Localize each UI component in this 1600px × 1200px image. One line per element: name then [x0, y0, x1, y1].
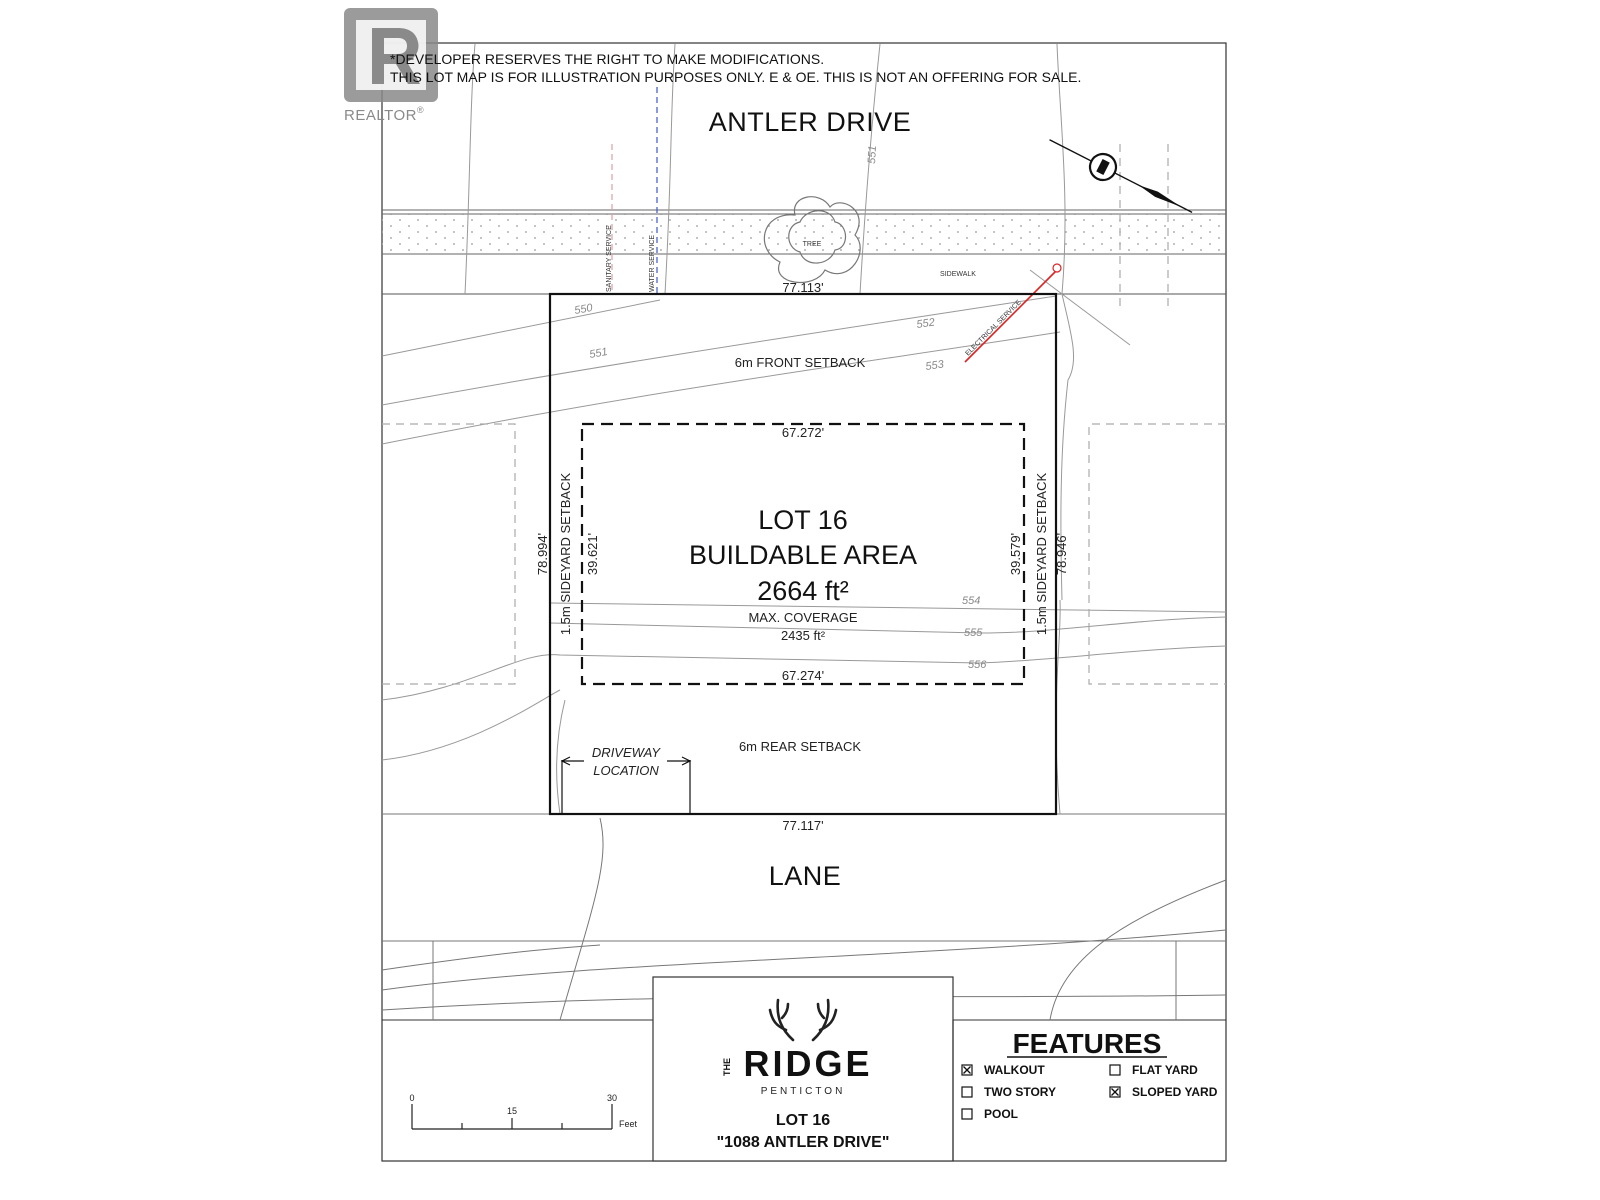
- brand-the: THE: [722, 1058, 732, 1076]
- feature-label: FLAT YARD: [1132, 1063, 1198, 1077]
- brand-city: PENTICTON: [760, 1086, 846, 1097]
- unchecked-box-icon: [1110, 1065, 1120, 1075]
- features-list: [962, 1063, 1218, 1121]
- buildable-right-depth: 39.579': [1008, 532, 1023, 576]
- left-sideyard-setback-label: 1.5m SIDEYARD SETBACK: [558, 472, 573, 636]
- brand-name: RIDGE: [743, 1043, 873, 1084]
- street-label-top: ANTLER DRIVE: [708, 107, 912, 137]
- contour-label: 551: [866, 145, 879, 165]
- contour-label: 550: [573, 301, 594, 317]
- tree-label: TREE: [802, 241, 822, 248]
- buildable-top-width: 67.272': [781, 425, 825, 440]
- contour-label: 552: [915, 316, 936, 331]
- disclaimer-line-2: THIS LOT MAP IS FOR ILLUSTRATION PURPOSES ONLY. E & OE. THIS IS NOT AN OFFERING FOR SALE.: [390, 69, 1082, 85]
- feature-item: [962, 1107, 1018, 1121]
- disclaimer-line-1: *DEVELOPER RESERVES THE RIGHT TO MAKE MODIFICATIONS.: [390, 51, 825, 67]
- electrical-service-line: [965, 270, 1057, 362]
- feature-label: TWO STORY: [984, 1085, 1056, 1099]
- features-title: FEATURES: [1012, 1028, 1162, 1059]
- buildable-left-depth: 39.621': [585, 532, 600, 576]
- lot-left-depth: 78.994': [535, 532, 550, 576]
- feature-label: SLOPED YARD: [1132, 1085, 1218, 1099]
- right-sideyard-setback-label: 1.5m SIDEYARD SETBACK: [1034, 472, 1049, 636]
- unchecked-box-icon: [962, 1087, 972, 1097]
- rear-setback-label: 6m REAR SETBACK: [738, 739, 862, 754]
- street-label-bottom: LANE: [768, 861, 842, 891]
- scale-label-mid: 15: [506, 1106, 518, 1116]
- scale-unit: Feet: [619, 1119, 638, 1129]
- electrical-pole: [1053, 264, 1061, 272]
- feature-item: [1110, 1063, 1198, 1077]
- feature-item: [962, 1085, 1056, 1099]
- contour-label: 555: [964, 627, 983, 639]
- water-service-label: WATER SERVICE: [649, 234, 656, 292]
- buildable-area-value: 2664 ft²: [757, 576, 849, 606]
- lot-front-width: 77.113': [782, 280, 824, 295]
- lot-number-title: LOT 16: [758, 505, 848, 535]
- front-setback-label: 6m FRONT SETBACK: [734, 355, 866, 370]
- contour-label: 556: [968, 659, 987, 671]
- unchecked-box-icon: [962, 1109, 972, 1119]
- electrical-service-label: ELECTRICAL SERVICE: [964, 299, 1023, 358]
- realtor-watermark-text: REALTOR®: [344, 105, 425, 124]
- max-coverage-label: MAX. COVERAGE: [748, 610, 858, 625]
- lot-right-depth: 78.946': [1054, 532, 1069, 576]
- driveway-label-line-2: LOCATION: [593, 763, 659, 778]
- lot-info-number: LOT 16: [775, 1112, 831, 1129]
- driveway-label-line-1: DRIVEWAY: [591, 745, 661, 760]
- sidewalk-label: SIDEWALK: [940, 271, 976, 278]
- contour-label: 553: [924, 358, 945, 373]
- max-coverage-value: 2435 ft²: [780, 628, 826, 643]
- scale-label-zero: 0: [409, 1093, 415, 1103]
- feature-label: WALKOUT: [984, 1063, 1045, 1077]
- scale-label-max: 30: [606, 1093, 618, 1103]
- lot-info-address: "1088 ANTLER DRIVE": [716, 1134, 890, 1151]
- feature-item: [962, 1063, 1045, 1077]
- contour-label: 551: [588, 345, 609, 361]
- contour-label: 554: [962, 595, 981, 607]
- buildable-area-title: BUILDABLE AREA: [688, 540, 918, 570]
- feature-item: [1110, 1085, 1218, 1099]
- sanitary-service-label: SANITARY SERVICE: [606, 225, 613, 292]
- buildable-bottom-width: 67.274': [781, 668, 825, 683]
- feature-label: POOL: [984, 1107, 1019, 1121]
- lot-rear-width: 77.117': [782, 818, 824, 833]
